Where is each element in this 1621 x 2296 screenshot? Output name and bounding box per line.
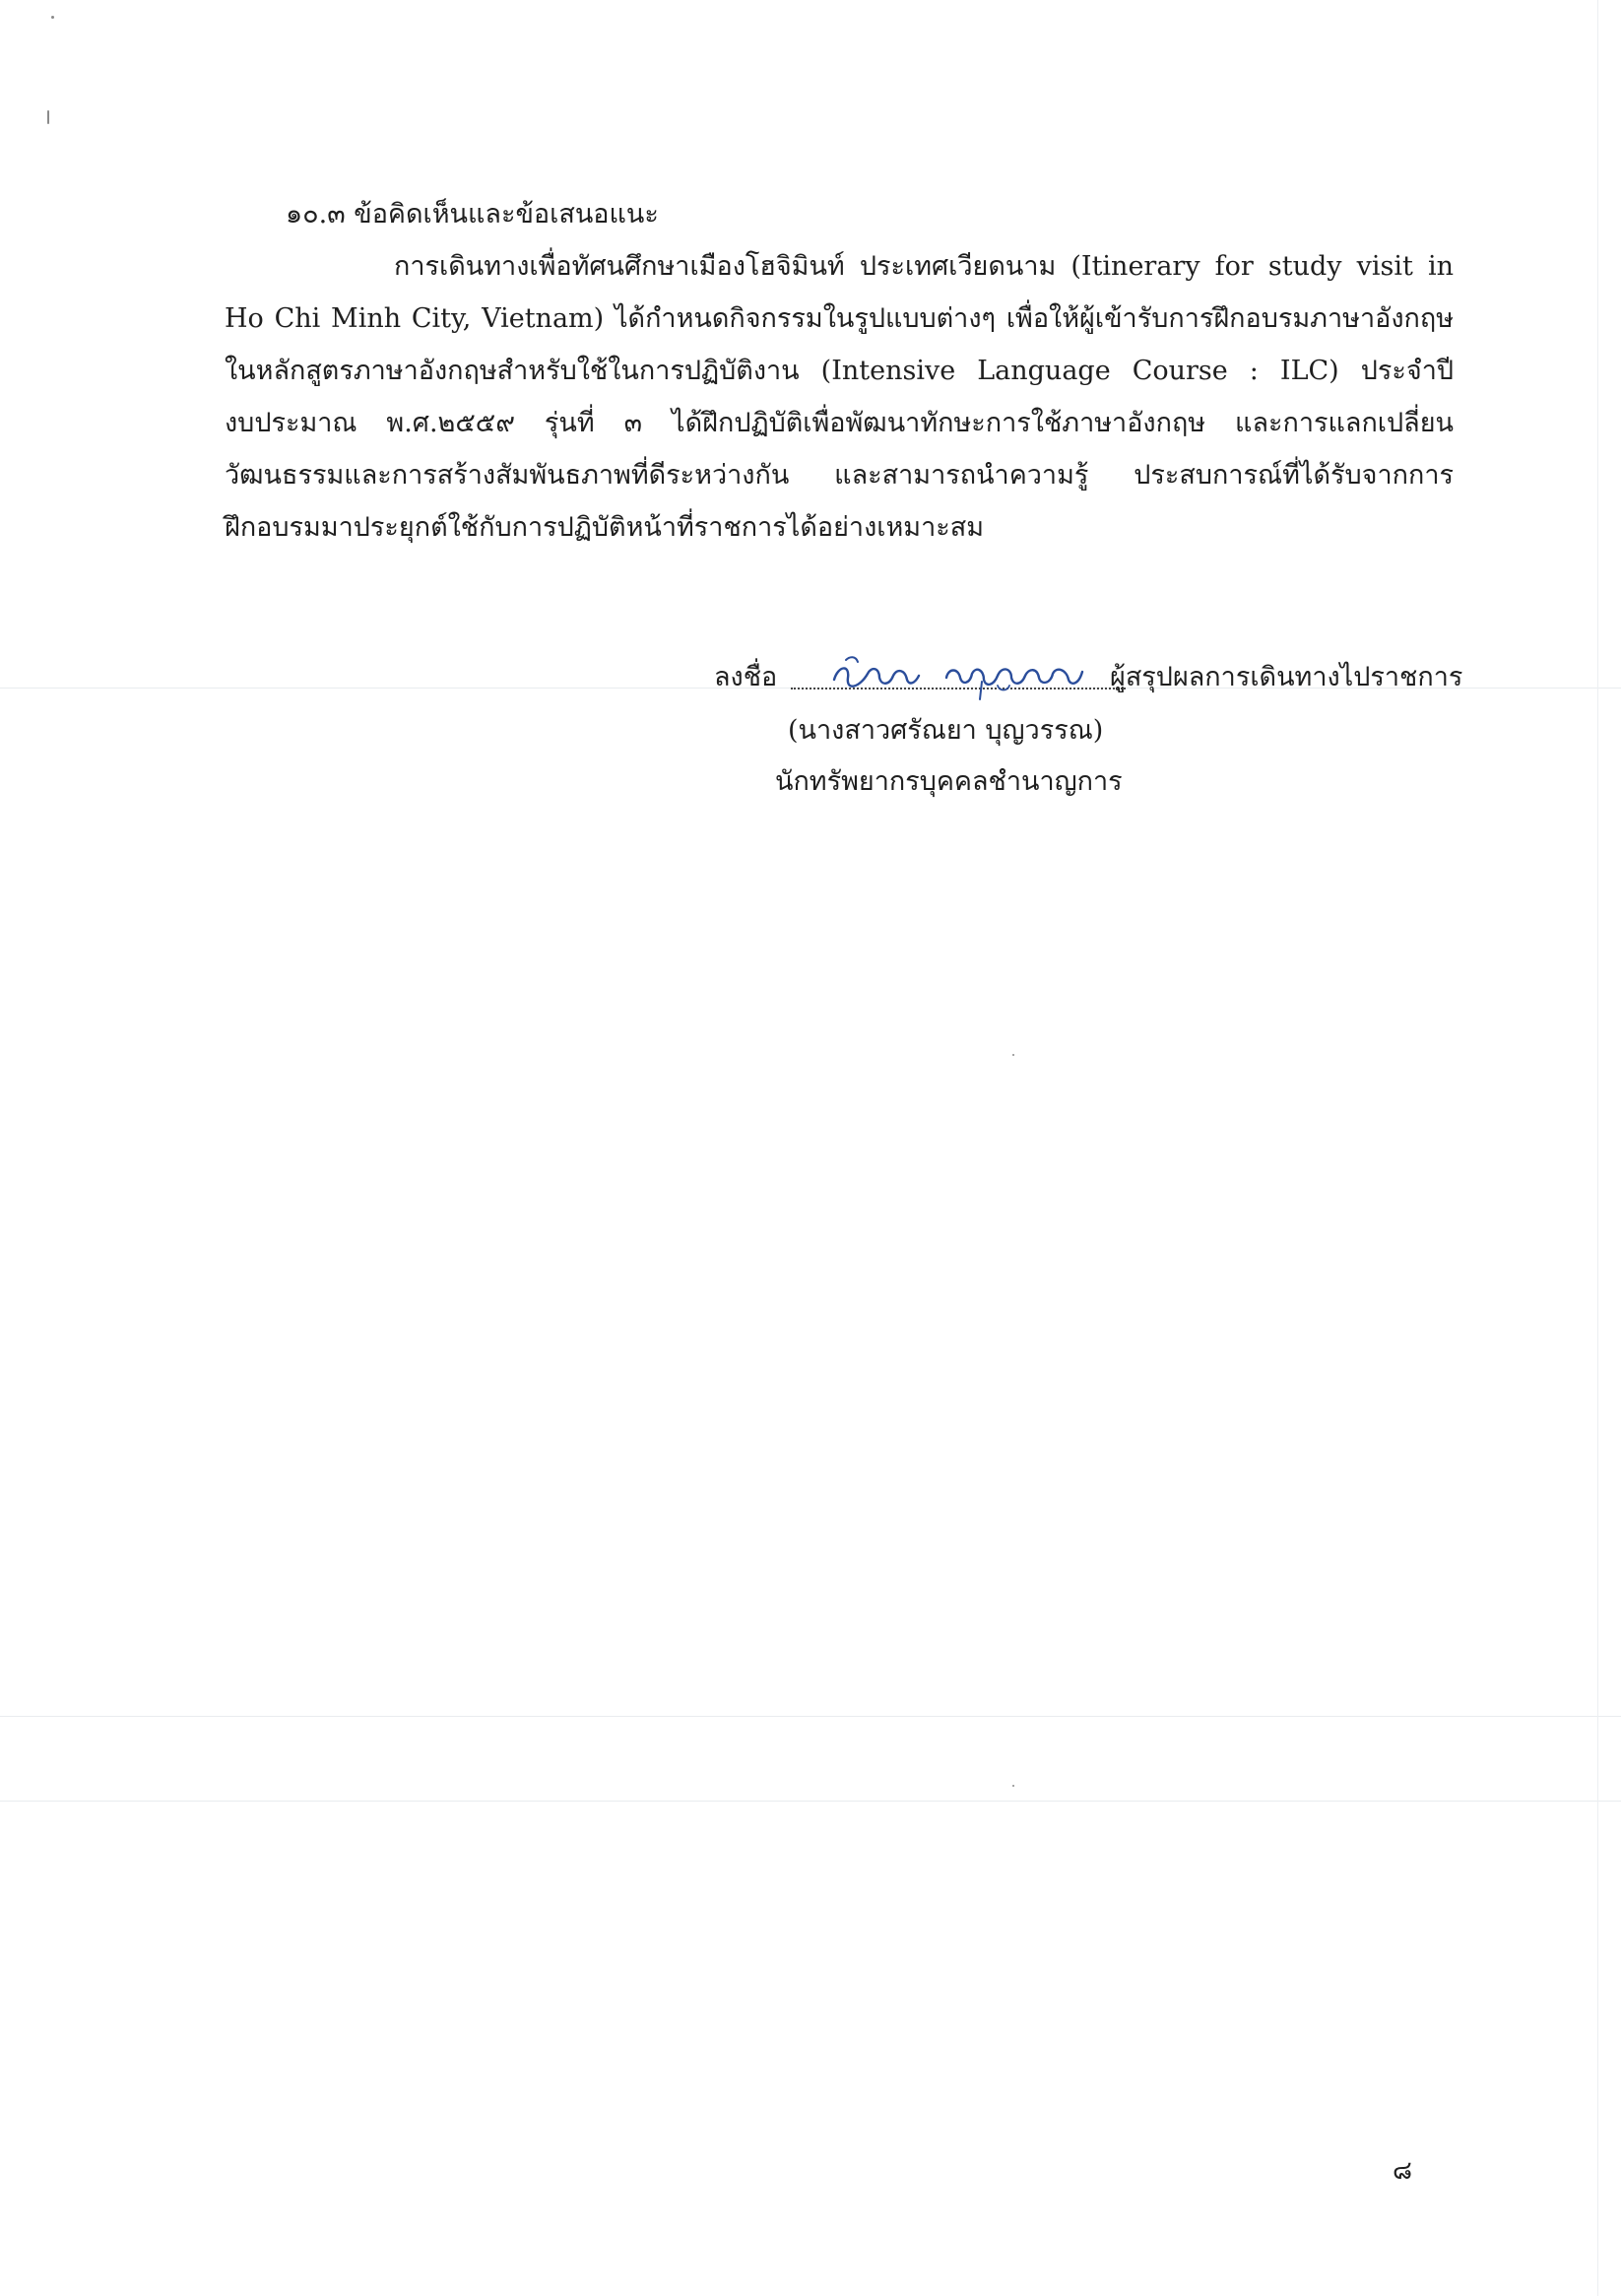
scan-speck	[1012, 1785, 1014, 1787]
scan-artifact-vline	[1597, 0, 1598, 2296]
scan-artifact-line	[0, 1801, 1621, 1802]
scan-speck	[47, 110, 49, 124]
paragraph-line: ฝึกอบรมมาประยุกต์ใช้กับการปฏิบัติหน้าที่ราชการได้อย่างเหมาะสม	[225, 512, 985, 543]
page-number: ๘	[1393, 2156, 1413, 2186]
signature-prefix: ลงชื่อ	[714, 662, 778, 692]
signature-row	[714, 654, 1463, 701]
paragraph-line: วัฒนธรรมและการสร้างสัมพันธภาพที่ดีระหว่างกัน และสามารถนำความรู้ ประสบการณ์ที่ได้รับจากการ	[225, 460, 1454, 491]
paragraph-line: การเดินทางเพื่อทัศนศึกษาเมืองโฮจิมินท์ ประเทศเวียดนาม (Itinerary for study visit in	[394, 251, 1454, 282]
signature-suffix: ผู้สรุปผลการเดินทางไปราชการ	[1110, 662, 1463, 692]
handwritten-signature	[824, 646, 1120, 701]
paragraph-line: ในหลักสูตรภาษาอังกฤษสำหรับใช้ในการปฏิบัติงาน (Intensive Language Course : ILC) ประจำปี	[225, 356, 1454, 386]
scan-speck	[51, 16, 54, 19]
body-paragraph	[225, 240, 1454, 554]
signer-name: (นางสาวศรัณยา บุญวรรณ)	[788, 715, 1104, 746]
scan-artifact-line	[0, 1716, 1621, 1717]
paragraph-line: งบประมาณ พ.ศ.๒๕๕๙ รุ่นที่ ๓ ได้ฝึกปฏิบัติเพื่อพัฒนาทักษะการใช้ภาษาอังกฤษ และการแลกเปลี่ยน	[225, 408, 1454, 438]
scan-speck	[1012, 1054, 1014, 1056]
signer-position: นักทรัพยากรบุคคลชำนาญการ	[775, 766, 1123, 797]
section-heading: ๑๐.๓ ข้อคิดเห็นและข้อเสนอแนะ	[286, 199, 659, 230]
paragraph-line: Ho Chi Minh City, Vietnam) ได้กำหนดกิจกรรมในรูปแบบต่างๆ เพื่อให้ผู้เข้ารับการฝึกอบรมภาษาอังกฤษ	[225, 303, 1454, 334]
